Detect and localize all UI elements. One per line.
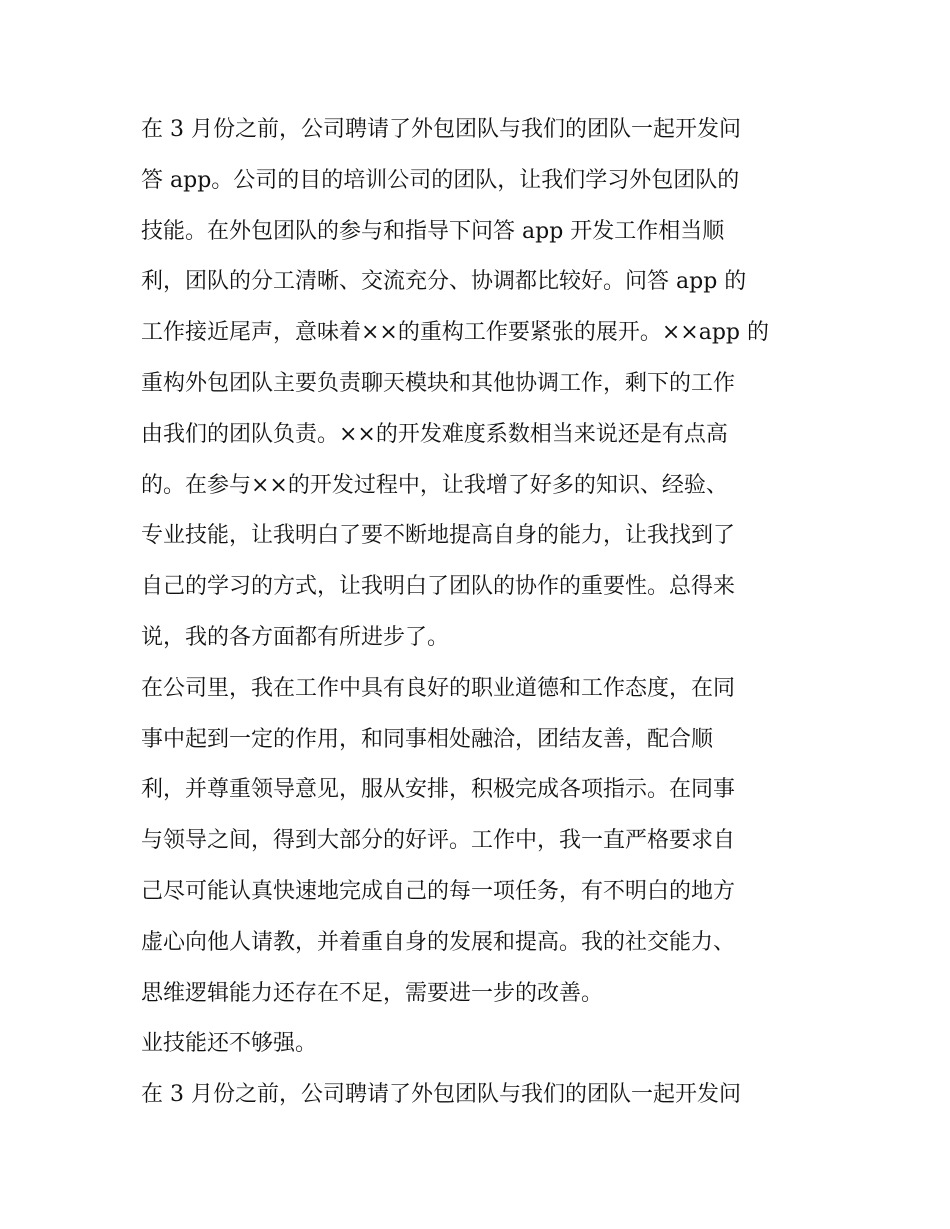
text-line-16: 己尽可能认真快速地完成自己的每一项任务，有不明白的地方 (141, 878, 736, 904)
text-line-9: 专业技能，让我明白了要不断地提高自身的能力，让我找到了 (141, 523, 736, 549)
text-line-11: 说，我的各方面都有所进步了。 (141, 624, 450, 650)
text-line-1: 在 3 月份之前，公司聘请了外包团队与我们的团队一起开发问 (141, 117, 741, 142)
text-line-15: 与领导之间，得到大部分的好评。工作中，我一直严格要求自 (141, 828, 736, 854)
text-line-8: 的。在参与××的开发过程中，让我增了好多的知识、经验、 (141, 472, 728, 498)
text-line-6: 重构外包团队主要负责聊天模块和其他协调工作，剩下的工作 (141, 370, 736, 396)
text-line-2: 答 app。公司的目的培训公司的团队，让我们学习外包团队的 (141, 167, 740, 193)
text-line-13: 事中起到一定的作用，和同事相处融洽，团结友善，配合顺 (141, 726, 714, 752)
text-line-5: 工作接近尾声，意味着××的重构工作要紧张的展开。××app 的 (141, 320, 770, 346)
text-line-17: 虚心向他人请教，并着重自身的发展和提高。我的社交能力、 (141, 929, 736, 955)
text-line-14: 利，并尊重领导意见，服从安排，积极完成各项指示。在同事 (141, 777, 736, 803)
text-line-4: 利，团队的分工清晰、交流充分、协调都比较好。问答 app 的 (141, 269, 747, 295)
text-line-20: 在 3 月份之前，公司聘请了外包团队与我们的团队一起开发问 (141, 1082, 741, 1108)
document-body (141, 105, 821, 1121)
text-line-3: 技能。在外包团队的参与和指导下问答 app 开发工作相当顺 (141, 218, 725, 244)
text-line-19: 业技能还不够强。 (141, 1031, 318, 1057)
text-line-10: 自己的学习的方式，让我明白了团队的协作的重要性。总得来 (141, 574, 736, 600)
text-line-7: 由我们的团队负责。××的开发难度系数相当来说还是有点高 (141, 421, 728, 447)
text-line-12: 在公司里，我在工作中具有良好的职业道德和工作态度，在同 (141, 675, 736, 701)
text-line-18: 思维逻辑能力还存在不足，需要进一步的改善。 (141, 980, 604, 1006)
